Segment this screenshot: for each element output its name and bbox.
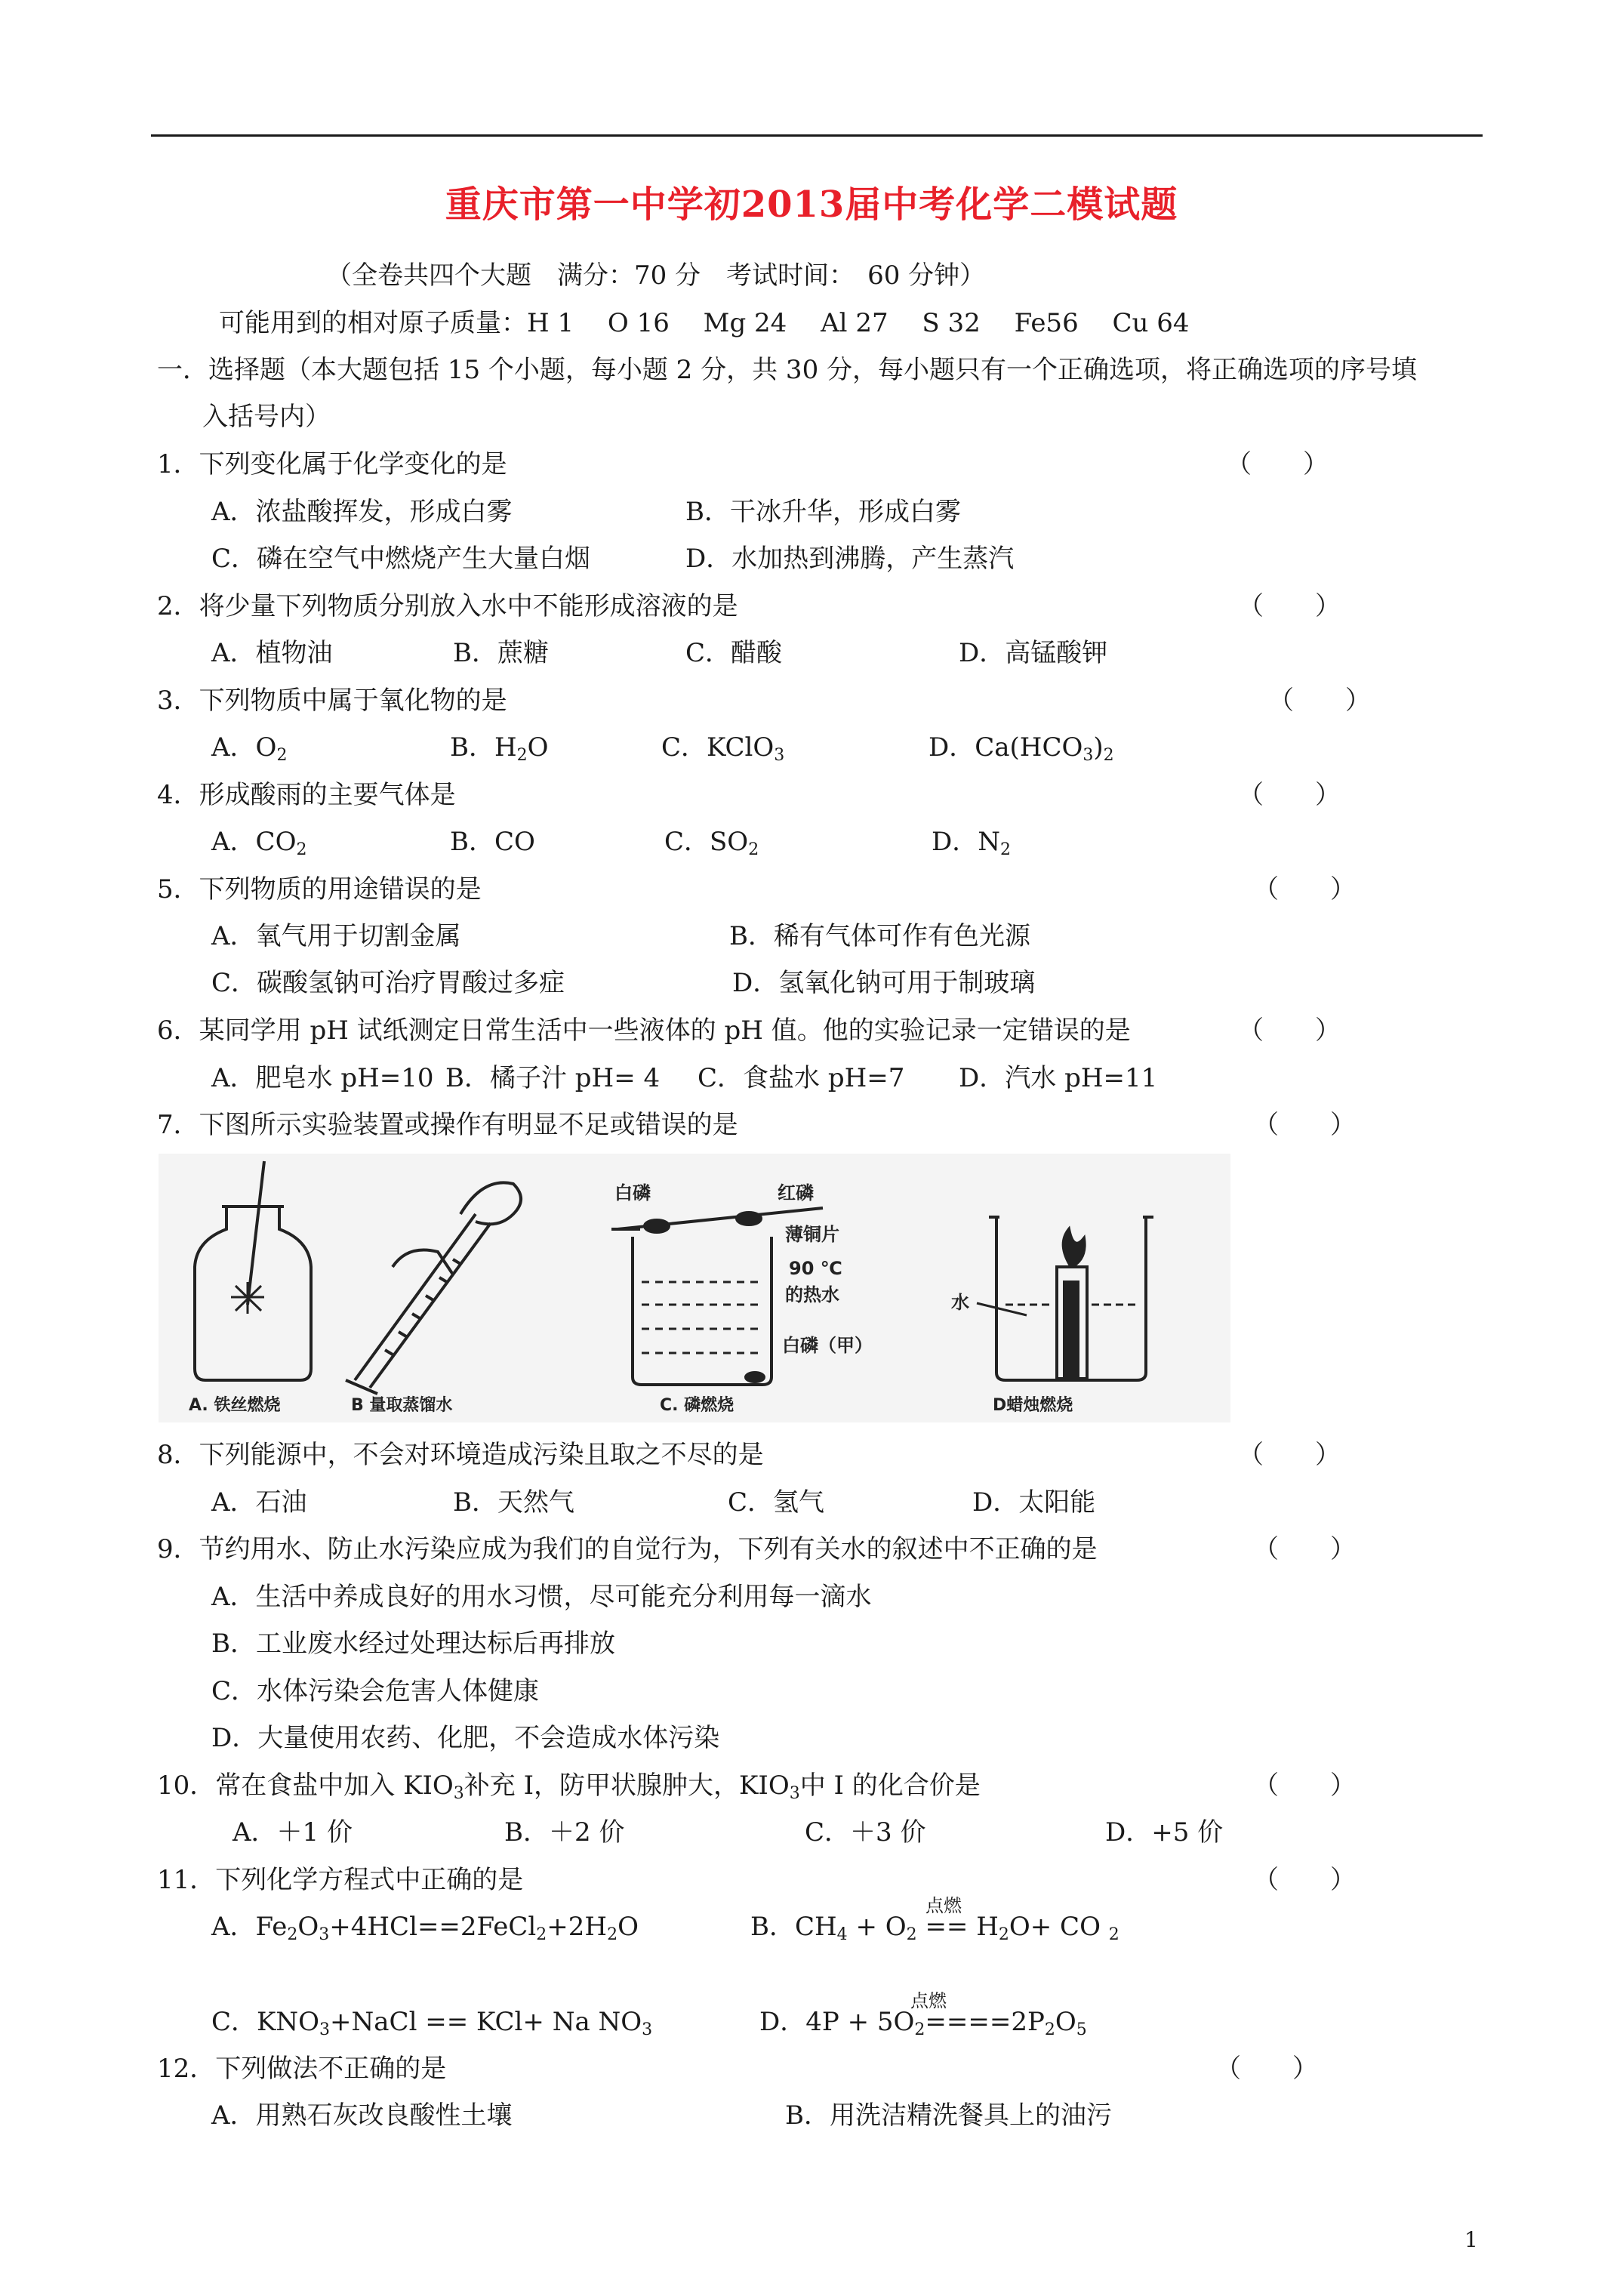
section-heading: 一．选择题（本大题包括 15 个小题，每小题 2 分，共 30 分，每小题只有一个正确选项，将正确选项的序号填 — [157, 355, 1418, 385]
option: A．浓盐酸挥发，形成白雾 — [211, 497, 513, 527]
answer-blank[interactable]: （ ） — [1238, 1015, 1341, 1046]
condition-label: 点燃 — [925, 1895, 962, 1916]
atomic-mass: 可能用到的相对原子质量：H 1 O 16 Mg 24 Al 27 S 32 Fe56 Cu 64 — [219, 308, 1190, 338]
option: B．CO — [450, 827, 535, 857]
question-stem: 9．节约用水、防止水污染应成为我们的自觉行为，下列有关水的叙述中不正确的是 — [157, 1534, 1098, 1564]
option: A．氧气用于切割金属 — [211, 921, 461, 951]
option: B．$H_2O$ — [450, 732, 549, 765]
option: B．蔗糖 — [453, 638, 549, 668]
page-title: 重庆市第一中学初2013届中考化学二模试题 — [445, 183, 1178, 226]
answer-blank[interactable]: （ ） — [1253, 1865, 1356, 1895]
option: A．植物油 — [211, 638, 333, 668]
option: C．水体污染会危害人体健康 — [211, 1676, 540, 1706]
label-hot-water: 的热水 — [785, 1284, 839, 1305]
question-stem: 7．下图所示实验装置或操作有明显不足或错误的是 — [157, 1110, 738, 1140]
label-water: 水 — [951, 1292, 969, 1313]
answer-blank[interactable]: （ ） — [1268, 686, 1371, 716]
option: C．$SO_2$ — [664, 827, 759, 859]
label-white-phosphorus-a: 白磷（甲） — [782, 1335, 873, 1356]
option: D．+5 价 — [1105, 1817, 1224, 1848]
option: D．$Ca(HCO_3)_2$ — [929, 732, 1114, 765]
question-stem: 10．常在食盐中加入 $KIO_3$补充 I，防甲状腺肿大，$KIO_3$中 I 的化合价是 — [157, 1771, 981, 1803]
question-stem: 2．将少量下列物质分别放入水中不能形成溶液的是 — [157, 591, 738, 621]
option: C．＋3 价 — [805, 1817, 926, 1848]
caption-d: D蜡烛燃烧 — [993, 1396, 1073, 1415]
option: A．生活中养成良好的用水习惯，尽可能充分利用每一滴水 — [211, 1582, 872, 1612]
answer-blank[interactable]: （ ） — [1253, 1534, 1356, 1564]
question-stem: 5．下列物质的用途错误的是 — [157, 874, 482, 905]
condition-label: 点燃 — [910, 1990, 947, 2011]
page-number: 1 — [1464, 2227, 1478, 2252]
option: B．$CH_4 + O_2 == H_2O+$ CO $_2$ — [750, 1912, 1119, 1944]
option: D．水加热到沸腾，产生蒸汽 — [685, 544, 1015, 574]
option: D．太阳能 — [972, 1487, 1096, 1518]
option: A．用熟石灰改良酸性土壤 — [211, 2100, 513, 2131]
question-stem: 8．下列能源中，不会对环境造成污染且取之不尽的是 — [157, 1440, 764, 1470]
section-heading-cont: 入括号内） — [202, 402, 331, 432]
caption-b: B 量取蒸馏水 — [351, 1396, 453, 1415]
label-white-phosphorus: 白磷 — [614, 1182, 651, 1203]
option: D．氢氧化钠可用于制玻璃 — [732, 968, 1036, 998]
option: C．食盐水 pH=7 — [698, 1063, 905, 1093]
label-temperature: 90 ℃ — [789, 1258, 842, 1279]
option: B．用洗洁精洗餐具上的油污 — [785, 2100, 1112, 2131]
option: C．$KNO_3+NaCl == KCl+ Na$ $NO_3$ — [211, 2007, 653, 2039]
option: B．稀有气体可作有色光源 — [729, 921, 1030, 951]
caption-a: A. 铁丝燃烧 — [189, 1396, 281, 1415]
label-copper-sheet: 薄铜片 — [785, 1224, 839, 1245]
experiment-figure — [159, 1154, 1230, 1422]
option: D．高锰酸钾 — [959, 638, 1108, 668]
option: C．磷在空气中燃烧产生大量白烟 — [211, 544, 591, 574]
exam-info: （全卷共四个大题 满分：70 分 考试时间： 60 分钟） — [326, 260, 986, 291]
option: A．$CO_2$ — [211, 827, 307, 859]
question-stem: 11．下列化学方程式中正确的是 — [157, 1865, 524, 1895]
option: D．汽水 pH=11 — [959, 1063, 1158, 1093]
option: C．碳酸氢钠可治疗胃酸过多症 — [211, 968, 565, 998]
top-rule — [151, 134, 1483, 137]
option: A．$O_2$ — [211, 732, 288, 765]
option: A．＋1 价 — [233, 1817, 353, 1848]
option: B．橘子汁 pH= 4 — [445, 1063, 661, 1093]
option: D．$N_2$ — [932, 827, 1012, 859]
question-stem: 3．下列物质中属于氧化物的是 — [157, 686, 507, 716]
option: D．大量使用农药、化肥，不会造成水体污染 — [211, 1723, 720, 1753]
option: C．氢气 — [728, 1487, 825, 1518]
answer-blank[interactable]: （ ） — [1226, 449, 1329, 479]
option: A．石油 — [211, 1487, 307, 1518]
option: A．$Fe_2O_3+4HCl==2FeCl_2+2H_2O$ — [211, 1912, 639, 1944]
answer-blank[interactable]: （ ） — [1253, 874, 1356, 905]
option: B．＋2 价 — [504, 1817, 625, 1848]
label-red-phosphorus: 红磷 — [778, 1182, 814, 1203]
option: D．$4P + 5O_2====2P_2O_5$ — [759, 2007, 1087, 2039]
answer-blank[interactable]: （ ） — [1253, 1771, 1356, 1801]
answer-blank[interactable]: （ ） — [1238, 780, 1341, 810]
answer-blank[interactable]: （ ） — [1238, 591, 1341, 621]
option: B．干冰升华，形成白雾 — [685, 497, 961, 527]
question-stem: 1．下列变化属于化学变化的是 — [157, 449, 507, 479]
answer-blank[interactable]: （ ） — [1215, 2054, 1318, 2084]
option: B．天然气 — [453, 1487, 574, 1518]
answer-blank[interactable]: （ ） — [1238, 1440, 1341, 1470]
question-stem: 4．形成酸雨的主要气体是 — [157, 780, 456, 810]
option: A．肥皂水 pH=10 — [211, 1063, 434, 1093]
answer-blank[interactable]: （ ） — [1253, 1110, 1356, 1140]
question-stem: 6．某同学用 pH 试纸测定日常生活中一些液体的 pH 值。他的实验记录一定错误的是 — [157, 1015, 1131, 1046]
caption-c: C. 磷燃烧 — [660, 1396, 735, 1415]
option: C．醋酸 — [685, 638, 783, 668]
question-stem: 12．下列做法不正确的是 — [157, 2054, 447, 2084]
option: C．KClO$_3$ — [661, 732, 785, 765]
option: B．工业废水经过处理达标后再排放 — [211, 1629, 615, 1659]
